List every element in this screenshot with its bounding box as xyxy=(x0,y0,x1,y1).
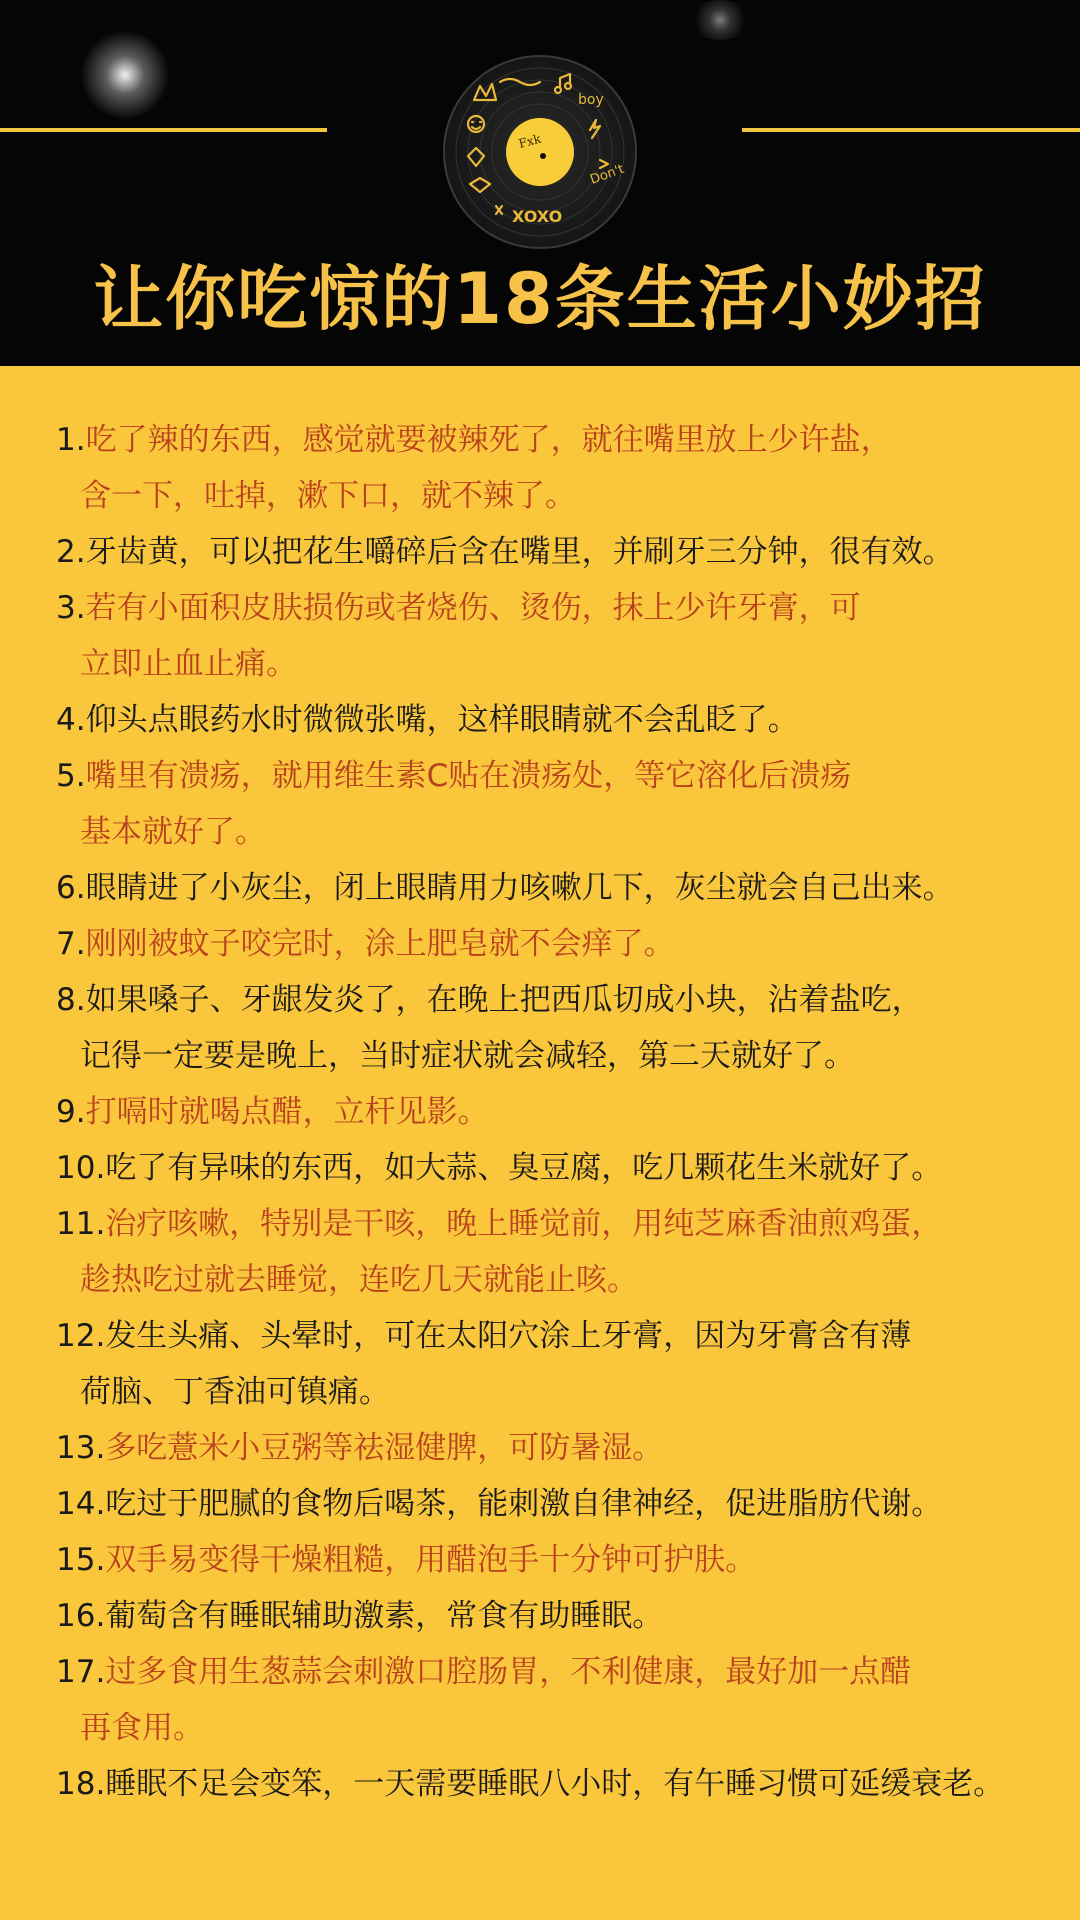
tip-item xyxy=(56,1476,1056,1532)
tip-text: 基本就好了。 xyxy=(80,814,266,850)
vinyl-record-icon xyxy=(440,52,640,252)
tip-number: 7. xyxy=(56,926,86,962)
tip-text: 含一下，吐掉，漱下口，就不辣了。 xyxy=(80,478,576,514)
tip-item xyxy=(56,692,1056,748)
tip-first-line xyxy=(56,1532,1056,1588)
tip-text: 牙齿黄，可以把花生嚼碎后含在嘴里，并刷牙三分钟，很有效。 xyxy=(85,534,954,570)
tip-text: 吃了辣的东西，感觉就要被辣死了，就往嘴里放上少许盐， xyxy=(85,422,892,458)
tip-item xyxy=(56,860,1056,916)
tip-item xyxy=(56,1532,1056,1588)
tip-text: 如果嗓子、牙龈发炎了，在晚上把西瓜切成小块，沾着盐吃， xyxy=(85,982,923,1018)
tip-number: 3. xyxy=(56,590,86,626)
record-word: boy xyxy=(578,92,604,108)
tip-text: 发生头痛、头晕时，可在太阳穴涂上牙膏，因为牙膏含有薄 xyxy=(105,1318,912,1354)
tip-text: 嘴里有溃疡，就用维生素C贴在溃疡处，等它溶化后溃疡 xyxy=(85,758,852,794)
tip-first-line xyxy=(56,580,1056,636)
tip-first-line xyxy=(56,972,1056,1028)
tip-number: 11. xyxy=(56,1206,106,1242)
tip-number: 4. xyxy=(56,702,86,738)
tip-item xyxy=(56,1196,1056,1308)
tip-item xyxy=(56,1644,1056,1756)
tip-item xyxy=(56,1420,1056,1476)
tip-number: 18. xyxy=(56,1766,106,1802)
tip-first-line xyxy=(56,916,1056,972)
tip-text: 荷脑、丁香油可镇痛。 xyxy=(80,1374,390,1410)
tip-first-line xyxy=(56,1476,1056,1532)
tip-text: 趁热吃过就去睡觉，连吃几天就能止咳。 xyxy=(80,1262,638,1298)
tip-number: 13. xyxy=(56,1430,106,1466)
tip-text: 眼睛进了小灰尘，闭上眼睛用力咳嗽几下，灰尘就会自己出来。 xyxy=(85,870,954,906)
tip-text: 刚刚被蚊子咬完时，涂上肥皂就不会痒了。 xyxy=(85,926,675,962)
tip-text: 记得一定要是晚上，当时症状就会减轻，第二天就好了。 xyxy=(80,1038,855,1074)
tip-text: 葡萄含有睡眠辅助激素，常食有助睡眠。 xyxy=(105,1598,664,1634)
tip-first-line xyxy=(56,412,1056,468)
record-word: Don't xyxy=(588,161,627,188)
tip-continuation-line xyxy=(56,1364,1056,1420)
tip-item xyxy=(56,580,1056,692)
tip-continuation-line xyxy=(56,804,1056,860)
tip-text: 多吃薏米小豆粥等祛湿健脾，可防暑湿。 xyxy=(105,1430,664,1466)
tip-text: 再食用。 xyxy=(80,1710,204,1746)
tip-first-line xyxy=(56,860,1056,916)
tip-first-line xyxy=(56,1308,1056,1364)
tip-continuation-line xyxy=(56,1252,1056,1308)
tip-text: 过多食用生葱蒜会刺激口腔肠胃，不利健康，最好加一点醋 xyxy=(105,1654,912,1690)
tip-text: 吃了有异味的东西，如大蒜、臭豆腐，吃几颗花生米就好了。 xyxy=(105,1150,943,1186)
tip-continuation-line xyxy=(56,1700,1056,1756)
tip-item xyxy=(56,916,1056,972)
tip-number: 5. xyxy=(56,758,86,794)
tip-first-line xyxy=(56,748,1056,804)
record-word: XOXO xyxy=(512,207,563,226)
tips-list xyxy=(56,412,1056,1812)
tip-first-line xyxy=(56,1588,1056,1644)
tip-item xyxy=(56,1140,1056,1196)
page-title: 让你吃惊的18条生活小妙招 xyxy=(93,258,987,340)
left-divider-line xyxy=(0,128,327,132)
tip-number: 9. xyxy=(56,1094,86,1130)
tip-first-line xyxy=(56,1084,1056,1140)
tip-item xyxy=(56,1756,1056,1812)
tip-item xyxy=(56,1084,1056,1140)
tip-first-line xyxy=(56,1644,1056,1700)
sparkle-decoration xyxy=(80,30,170,120)
tip-number: 14. xyxy=(56,1486,106,1522)
tip-text: 立即止血止痛。 xyxy=(80,646,297,682)
tip-first-line xyxy=(56,1140,1056,1196)
tip-item xyxy=(56,524,1056,580)
tip-continuation-line xyxy=(56,468,1056,524)
tip-first-line xyxy=(56,1420,1056,1476)
right-divider-line xyxy=(742,128,1080,132)
tip-number: 17. xyxy=(56,1654,106,1690)
tip-continuation-line xyxy=(56,636,1056,692)
tip-number: 15. xyxy=(56,1542,106,1578)
tip-text: 若有小面积皮肤损伤或者烧伤、烫伤，抹上少许牙膏，可 xyxy=(85,590,861,626)
tip-text: 打嗝时就喝点醋，立杆见影。 xyxy=(85,1094,489,1130)
tip-number: 16. xyxy=(56,1598,106,1634)
record-center-text: Fxk xyxy=(517,131,543,151)
tip-continuation-line xyxy=(56,1028,1056,1084)
tip-item xyxy=(56,1308,1056,1420)
tip-number: 8. xyxy=(56,982,86,1018)
tip-number: 10. xyxy=(56,1150,106,1186)
tip-first-line xyxy=(56,1196,1056,1252)
tip-number: 12. xyxy=(56,1318,106,1354)
tip-number: 2. xyxy=(56,534,86,570)
tip-first-line xyxy=(56,1756,1056,1812)
tip-item xyxy=(56,748,1056,860)
tip-text: 吃过于肥腻的食物后喝茶，能刺激自律神经，促进脂肪代谢。 xyxy=(105,1486,943,1522)
tip-text: 治疗咳嗽，特别是干咳，晚上睡觉前，用纯芝麻香油煎鸡蛋， xyxy=(105,1206,943,1242)
sparkle-decoration xyxy=(690,0,750,40)
tip-text: 双手易变得干燥粗糙，用醋泡手十分钟可护肤。 xyxy=(105,1542,757,1578)
tip-first-line xyxy=(56,692,1056,748)
tip-number: 1. xyxy=(56,422,86,458)
header-banner xyxy=(0,0,1080,366)
tip-item xyxy=(56,1588,1056,1644)
tip-number: 6. xyxy=(56,870,86,906)
tip-text: 仰头点眼药水时微微张嘴，这样眼睛就不会乱眨了。 xyxy=(85,702,799,738)
tip-first-line xyxy=(56,524,1056,580)
tip-item xyxy=(56,412,1056,524)
tip-item xyxy=(56,972,1056,1084)
tip-text: 睡眠不足会变笨，一天需要睡眠八小时，有午睡习惯可延缓衰老。 xyxy=(105,1766,1005,1802)
